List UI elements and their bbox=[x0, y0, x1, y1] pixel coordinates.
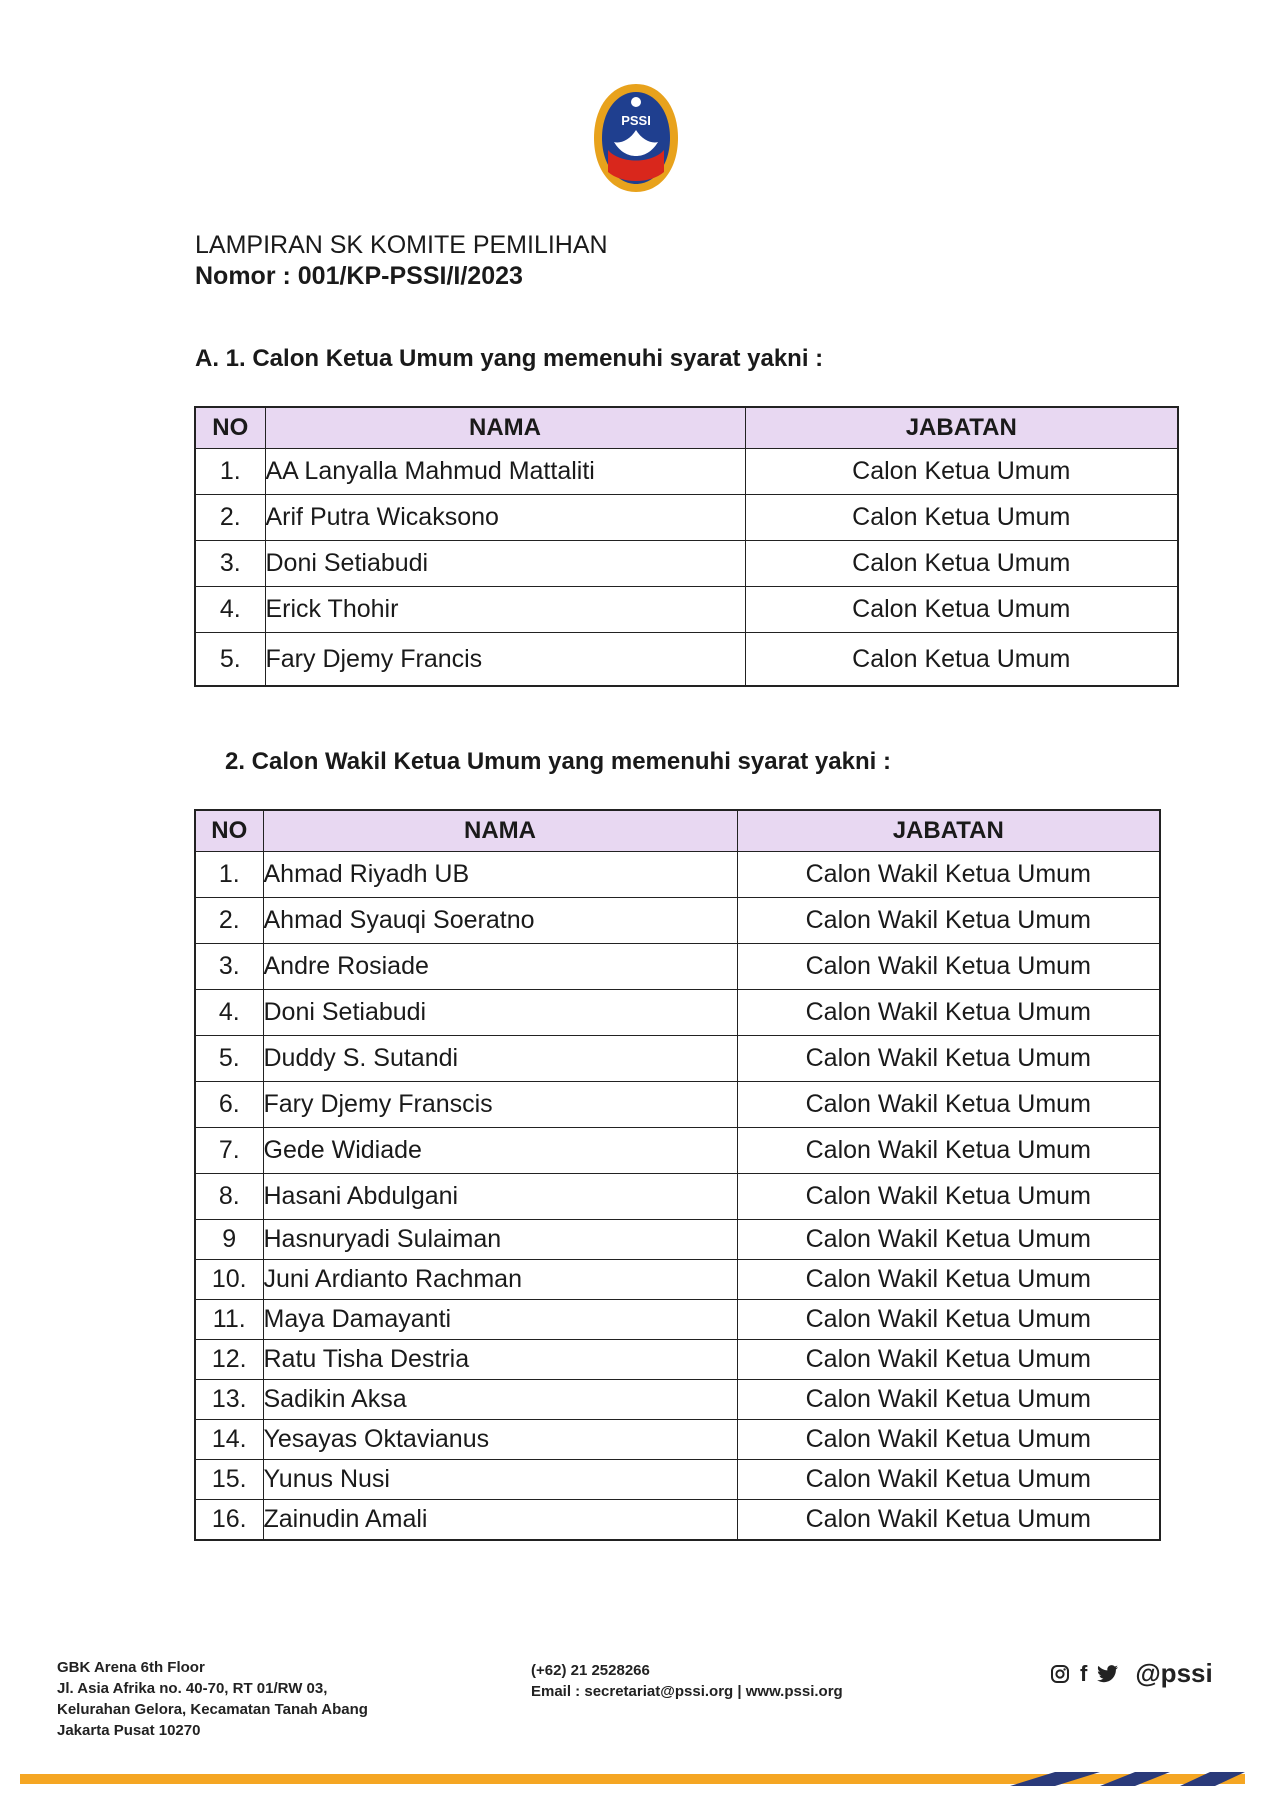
candidate-name: Hasnuryadi Sulaiman bbox=[263, 1220, 737, 1260]
row-number: 12. bbox=[195, 1340, 263, 1380]
table-row bbox=[195, 1174, 1160, 1220]
row-number: 2. bbox=[195, 898, 263, 944]
table-row bbox=[195, 1260, 1160, 1300]
candidate-name: Doni Setiabudi bbox=[263, 990, 737, 1036]
table-row bbox=[195, 587, 1178, 633]
section-1-title: A. 1. Calon Ketua Umum yang memenuhi syarat yakni : bbox=[195, 345, 824, 372]
heading-number: Nomor : 001/KP-PSSI/I/2023 bbox=[195, 262, 523, 290]
table-row bbox=[195, 495, 1178, 541]
candidate-name: Zainudin Amali bbox=[263, 1500, 737, 1541]
candidate-name: AA Lanyalla Mahmud Mattaliti bbox=[265, 449, 745, 495]
column-header-nama: NAMA bbox=[263, 810, 737, 852]
table-row bbox=[195, 1420, 1160, 1460]
row-number: 2. bbox=[195, 495, 265, 541]
wakil-ketua-umum-table bbox=[194, 809, 1161, 1541]
candidate-name: Ratu Tisha Destria bbox=[263, 1340, 737, 1380]
candidate-name: Yesayas Oktavianus bbox=[263, 1420, 737, 1460]
table-row bbox=[195, 1380, 1160, 1420]
instagram-icon[interactable] bbox=[1050, 1664, 1070, 1684]
candidate-name: Fary Djemy Franscis bbox=[263, 1082, 737, 1128]
column-header-no: NO bbox=[195, 810, 263, 852]
candidate-name: Sadikin Aksa bbox=[263, 1380, 737, 1420]
candidate-position: Calon Ketua Umum bbox=[745, 633, 1178, 687]
pssi-logo bbox=[590, 80, 682, 196]
facebook-icon[interactable]: f bbox=[1080, 1660, 1088, 1686]
row-number: 13. bbox=[195, 1380, 263, 1420]
candidate-position: Calon Wakil Ketua Umum bbox=[737, 1460, 1160, 1500]
social-links bbox=[1050, 1658, 1213, 1689]
address-line: GBK Arena 6th Floor bbox=[57, 1659, 205, 1676]
row-number: 10. bbox=[195, 1260, 263, 1300]
row-number: 5. bbox=[195, 1036, 263, 1082]
row-number: 4. bbox=[195, 587, 265, 633]
row-number: 9 bbox=[195, 1220, 263, 1260]
column-header-jabatan: JABATAN bbox=[737, 810, 1160, 852]
candidate-position: Calon Wakil Ketua Umum bbox=[737, 1380, 1160, 1420]
candidate-name: Ahmad Riyadh UB bbox=[263, 852, 737, 898]
svg-text:PSSI: PSSI bbox=[621, 113, 651, 128]
candidate-name: Doni Setiabudi bbox=[265, 541, 745, 587]
candidate-position: Calon Wakil Ketua Umum bbox=[737, 1220, 1160, 1260]
table-row bbox=[195, 1220, 1160, 1260]
row-number: 6. bbox=[195, 1082, 263, 1128]
heading-title: LAMPIRAN SK KOMITE PEMILIHAN bbox=[195, 231, 608, 259]
candidate-name: Maya Damayanti bbox=[263, 1300, 737, 1340]
row-number: 14. bbox=[195, 1420, 263, 1460]
candidate-name: Duddy S. Sutandi bbox=[263, 1036, 737, 1082]
row-number: 1. bbox=[195, 449, 265, 495]
footer-contact bbox=[531, 1660, 843, 1702]
row-number: 7. bbox=[195, 1128, 263, 1174]
candidate-position: Calon Ketua Umum bbox=[745, 495, 1178, 541]
social-handle[interactable]: @pssi bbox=[1135, 1658, 1213, 1688]
table-row bbox=[195, 1300, 1160, 1340]
table-row bbox=[195, 852, 1160, 898]
candidate-name: Erick Thohir bbox=[265, 587, 745, 633]
candidate-position: Calon Wakil Ketua Umum bbox=[737, 944, 1160, 990]
row-number: 1. bbox=[195, 852, 263, 898]
table-row bbox=[195, 449, 1178, 495]
ketua-umum-table bbox=[194, 406, 1179, 687]
table-row bbox=[195, 898, 1160, 944]
table-row bbox=[195, 1460, 1160, 1500]
footer-accent-bar bbox=[20, 1772, 1245, 1786]
candidate-name: Gede Widiade bbox=[263, 1128, 737, 1174]
candidate-position: Calon Ketua Umum bbox=[745, 449, 1178, 495]
table-header-row bbox=[195, 810, 1160, 852]
table-row bbox=[195, 1340, 1160, 1380]
column-header-nama: NAMA bbox=[265, 407, 745, 449]
table-row bbox=[195, 990, 1160, 1036]
table-header-row bbox=[195, 407, 1178, 449]
candidate-position: Calon Wakil Ketua Umum bbox=[737, 1128, 1160, 1174]
candidate-name: Arif Putra Wicaksono bbox=[265, 495, 745, 541]
candidate-position: Calon Wakil Ketua Umum bbox=[737, 990, 1160, 1036]
candidate-position: Calon Wakil Ketua Umum bbox=[737, 898, 1160, 944]
candidate-position: Calon Ketua Umum bbox=[745, 587, 1178, 633]
table-row bbox=[195, 1082, 1160, 1128]
email-website: Email : secretariat@pssi.org | www.pssi.org bbox=[531, 1683, 843, 1700]
address-line: Jl. Asia Afrika no. 40-70, RT 01/RW 03, bbox=[57, 1680, 328, 1697]
candidate-position: Calon Wakil Ketua Umum bbox=[737, 852, 1160, 898]
column-header-no: NO bbox=[195, 407, 265, 449]
candidate-name: Fary Djemy Francis bbox=[265, 633, 745, 687]
table-row bbox=[195, 944, 1160, 990]
candidate-position: Calon Ketua Umum bbox=[745, 541, 1178, 587]
row-number: 16. bbox=[195, 1500, 263, 1541]
table-row bbox=[195, 1500, 1160, 1541]
candidate-position: Calon Wakil Ketua Umum bbox=[737, 1500, 1160, 1541]
candidate-name: Hasani Abdulgani bbox=[263, 1174, 737, 1220]
table-row bbox=[195, 541, 1178, 587]
address-line: Kelurahan Gelora, Kecamatan Tanah Abang bbox=[57, 1701, 368, 1718]
row-number: 3. bbox=[195, 944, 263, 990]
twitter-icon[interactable] bbox=[1097, 1665, 1119, 1683]
phone-number: (+62) 21 2528266 bbox=[531, 1662, 650, 1679]
row-number: 15. bbox=[195, 1460, 263, 1500]
table-row bbox=[195, 1128, 1160, 1174]
row-number: 5. bbox=[195, 633, 265, 687]
footer-address bbox=[57, 1657, 368, 1741]
column-header-jabatan: JABATAN bbox=[745, 407, 1178, 449]
address-line: Jakarta Pusat 10270 bbox=[57, 1722, 201, 1739]
section-2-title: 2. Calon Wakil Ketua Umum yang memenuhi syarat yakni : bbox=[225, 748, 891, 775]
candidate-position: Calon Wakil Ketua Umum bbox=[737, 1036, 1160, 1082]
candidate-position: Calon Wakil Ketua Umum bbox=[737, 1420, 1160, 1460]
row-number: 11. bbox=[195, 1300, 263, 1340]
row-number: 4. bbox=[195, 990, 263, 1036]
table-row bbox=[195, 1036, 1160, 1082]
row-number: 8. bbox=[195, 1174, 263, 1220]
candidate-name: Juni Ardianto Rachman bbox=[263, 1260, 737, 1300]
candidate-name: Yunus Nusi bbox=[263, 1460, 737, 1500]
candidate-position: Calon Wakil Ketua Umum bbox=[737, 1174, 1160, 1220]
candidate-name: Andre Rosiade bbox=[263, 944, 737, 990]
candidate-name: Ahmad Syauqi Soeratno bbox=[263, 898, 737, 944]
row-number: 3. bbox=[195, 541, 265, 587]
candidate-position: Calon Wakil Ketua Umum bbox=[737, 1260, 1160, 1300]
table-row bbox=[195, 633, 1178, 687]
candidate-position: Calon Wakil Ketua Umum bbox=[737, 1082, 1160, 1128]
candidate-position: Calon Wakil Ketua Umum bbox=[737, 1300, 1160, 1340]
document-heading bbox=[195, 230, 608, 292]
candidate-position: Calon Wakil Ketua Umum bbox=[737, 1340, 1160, 1380]
